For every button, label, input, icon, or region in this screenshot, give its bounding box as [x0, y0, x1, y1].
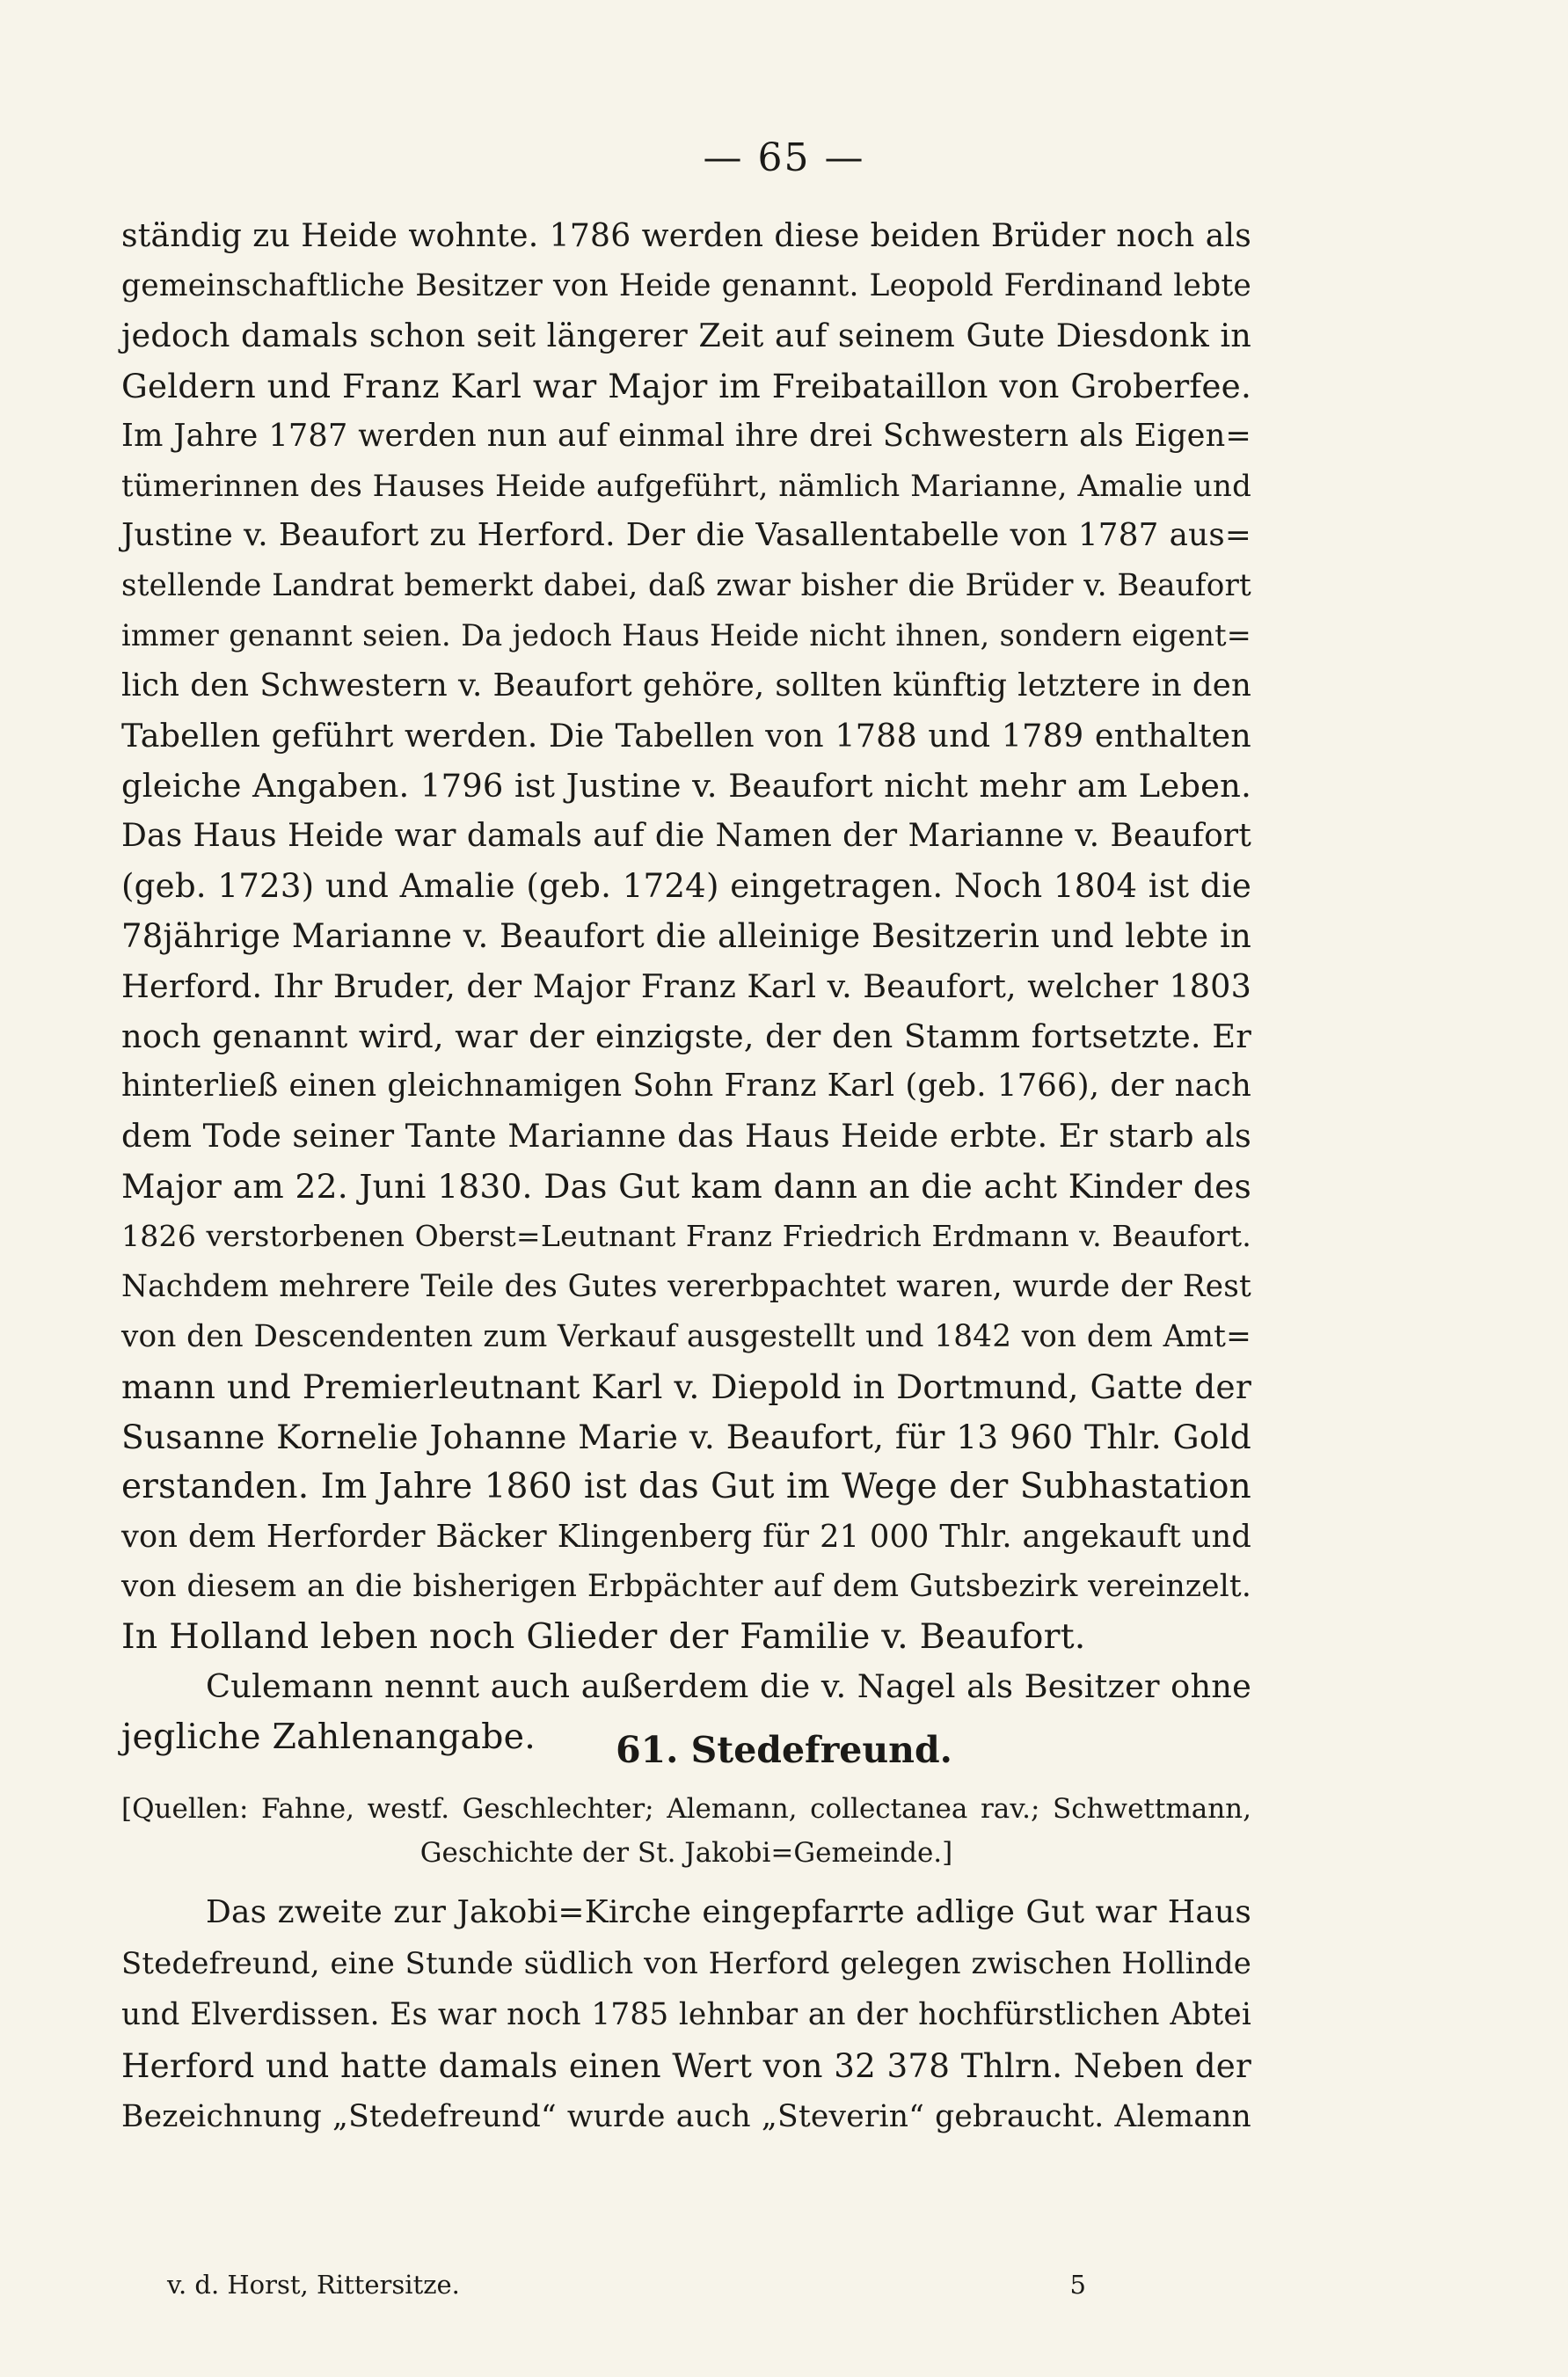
sheet-number: 5 — [1069, 2270, 1086, 2300]
text-line: 1826 verstorbenen Oberst=Leutnant Franz Friedrich Erdmann v. Beaufort. — [121, 1219, 1251, 1254]
text-line: Justine v. Beaufort zu Herford. Der die Vasallentabelle von 1787 aus= — [121, 517, 1251, 554]
text-line: tümerinnen des Hauses Heide aufgeführt, nämlich Marianne, Amalie und — [121, 468, 1251, 504]
sources-line: Geschichte der St. Jakobi=Gemeinde.] — [419, 1837, 953, 1869]
text-line: Tabellen geführt werden. Die Tabellen von 1788 und 1789 enthalten — [121, 717, 1251, 755]
text-line: ständig zu Heide wohnte. 1786 werden diese beiden Brüder noch als — [121, 216, 1251, 254]
text-line: Major am 22. Juni 1830. Das Gut kam dann an die acht Kinder des — [121, 1167, 1251, 1207]
text-line: von dem Herforder Bäcker Klingenberg für 21 000 Thlr. angekauft und — [121, 1518, 1251, 1555]
sources-line: [Quellen: Fahne, westf. Geschlechter; Alemann, collectanea rav.; Schwettmann, — [121, 1793, 1251, 1825]
text-line: jedoch damals schon seit längerer Zeit auf seinem Gute Diesdonk in — [121, 316, 1251, 354]
text-line: immer genannt seien. Da jedoch Haus Heide nicht ihnen, sondern eigent= — [121, 618, 1251, 653]
text-line: jegliche Zahlenangabe. — [121, 1717, 536, 1758]
text-line: von diesem an die bisherigen Erbpächter auf dem Gutsbezirk vereinzelt. — [121, 1569, 1251, 1605]
text-line: noch genannt wird, war der einzigste, der den Stamm fortsetzte. Er — [121, 1017, 1251, 1055]
text-line: von den Descendenten zum Verkauf ausgestellt und 1842 von dem Amt= — [121, 1318, 1251, 1354]
page-number: — 65 — — [703, 135, 865, 180]
text-line: lich den Schwestern v. Beaufort gehöre, sollten künftig letztere in den — [121, 667, 1251, 704]
body-text — [121, 211, 1251, 1762]
text-line: stellende Landrat bemerkt dabei, daß zwar bisher die Brüder v. Beaufort — [121, 568, 1251, 604]
text-line: 78jährige Marianne v. Beaufort die alleinige Besitzerin und lebte in — [121, 916, 1251, 955]
text-line: gemeinschaftliche Besitzer von Heide genannt. Leopold Ferdinand lebte — [121, 267, 1251, 303]
text-line: Geldern und Franz Karl war Major im Freibataillon von Groberfee. — [121, 366, 1251, 405]
footer-signature: v. d. Horst, Rittersitze. — [167, 2270, 460, 2300]
section-text — [121, 1887, 1251, 2142]
text-line: Nachdem mehrere Teile des Gutes vererbpachtet waren, wurde der Rest — [121, 1269, 1251, 1305]
text-line: Das zweite zur Jakobi=Kirche eingepfarrte adlige Gut war Haus — [206, 1894, 1251, 1930]
text-line: (geb. 1723) und Amalie (geb. 1724) eingetragen. Noch 1804 ist die — [121, 866, 1251, 905]
sources-note — [121, 1787, 1251, 1875]
text-line: Herford. Ihr Bruder, der Major Franz Karl v. Beaufort, welcher 1803 — [121, 966, 1251, 1005]
section-heading: 61. Stedefreund. — [616, 1729, 952, 1771]
text-line: hinterließ einen gleichnamigen Sohn Franz Karl (geb. 1766), der nach — [121, 1068, 1251, 1105]
text-line: Herford und hatte damals einen Wert von 32 378 Thlrn. Neben der — [121, 2046, 1251, 2085]
text-line: erstanden. Im Jahre 1860 ist das Gut im Wege der Subhastation — [121, 1466, 1251, 1506]
text-line: Das Haus Heide war damals auf die Namen der Marianne v. Beaufort — [121, 817, 1251, 854]
text-line: In Holland leben noch Glieder der Familie v. Beaufort. — [121, 1616, 1086, 1658]
text-line: Stedefreund, eine Stunde südlich von Herford gelegen zwischen Hollinde — [121, 1946, 1251, 1980]
text-line: mann und Premierleutnant Karl v. Diepold in Dortmund, Gatte der — [121, 1367, 1251, 1406]
text-line: Bezeichnung „Stedefreund“ wurde auch „Steverin“ gebraucht. Alemann — [121, 2099, 1251, 2134]
text-line: und Elverdissen. Es war noch 1785 lehnbar an der hochfürstlichen Abtei — [121, 1997, 1251, 2032]
page-footer — [167, 2267, 1086, 2302]
text-line: Culemann nennt auch außerdem die v. Nagel als Besitzer ohne — [206, 1667, 1251, 1706]
text-line: dem Tode seiner Tante Marianne das Haus Heide erbte. Er starb als — [121, 1117, 1251, 1156]
text-line: Susanne Kornelie Johanne Marie v. Beaufort, für 13 960 Thlr. Gold — [121, 1417, 1251, 1456]
text-line: Im Jahre 1787 werden nun auf einmal ihre drei Schwestern als Eigen= — [121, 417, 1251, 454]
text-line: gleiche Angaben. 1796 ist Justine v. Beaufort nicht mehr am Leben. — [121, 766, 1251, 805]
